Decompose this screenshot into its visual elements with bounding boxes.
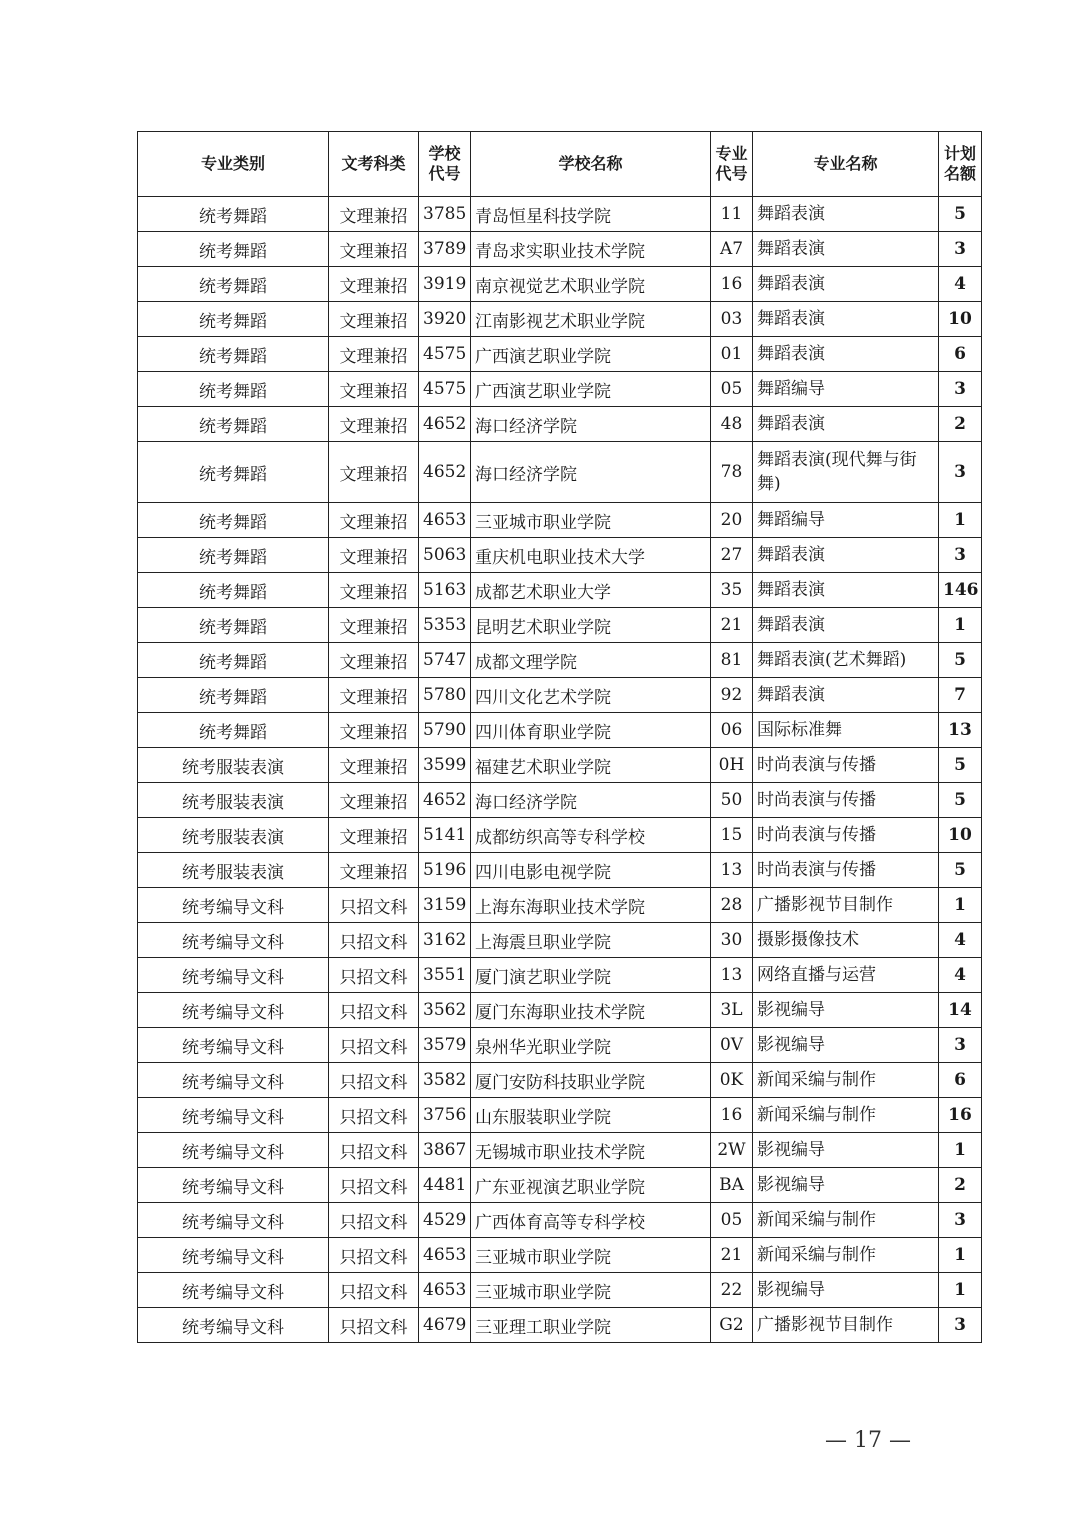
header-school-code <box>419 132 471 197</box>
cell-quota: 5 <box>939 853 982 888</box>
cell-quota: 16 <box>939 1098 982 1133</box>
cell-major-code: 05 <box>711 372 753 407</box>
cell-category: 统考舞蹈 <box>138 372 329 407</box>
cell-quota: 5 <box>939 197 982 232</box>
cell-subject: 只招文科 <box>329 1098 419 1133</box>
cell-major-code: 0V <box>711 1028 753 1063</box>
cell-major-code: 0H <box>711 748 753 783</box>
cell-major-name: 时尚表演与传播 <box>753 748 939 783</box>
cell-major-name: 舞蹈表演 <box>753 608 939 643</box>
header-school-code-line1: 学校 <box>428 144 461 163</box>
cell-quota: 3 <box>939 232 982 267</box>
cell-major-code: 20 <box>711 503 753 538</box>
cell-school-code: 5780 <box>419 678 471 713</box>
cell-quota: 10 <box>939 818 982 853</box>
cell-quota: 4 <box>939 958 982 993</box>
cell-category: 统考舞蹈 <box>138 302 329 337</box>
cell-category: 统考编导文科 <box>138 1203 329 1238</box>
cell-major-name: 广播影视节目制作 <box>753 888 939 923</box>
cell-subject: 只招文科 <box>329 888 419 923</box>
cell-quota: 3 <box>939 1028 982 1063</box>
cell-major-name: 时尚表演与传播 <box>753 853 939 888</box>
cell-school-code: 4679 <box>419 1308 471 1343</box>
cell-major-code: 21 <box>711 1238 753 1273</box>
table-row <box>138 958 982 993</box>
cell-school-name: 江南影视艺术职业学院 <box>471 302 711 337</box>
cell-quota: 1 <box>939 1133 982 1168</box>
cell-category: 统考服装表演 <box>138 748 329 783</box>
cell-category: 统考编导文科 <box>138 958 329 993</box>
table-row <box>138 678 982 713</box>
cell-major-name: 新闻采编与制作 <box>753 1063 939 1098</box>
cell-subject: 文理兼招 <box>329 407 419 442</box>
cell-major-name: 舞蹈表演 <box>753 232 939 267</box>
cell-category: 统考舞蹈 <box>138 442 329 503</box>
header-quota <box>939 132 982 197</box>
table-row <box>138 442 982 503</box>
cell-school-name: 广西演艺职业学院 <box>471 372 711 407</box>
table-row <box>138 818 982 853</box>
cell-subject: 文理兼招 <box>329 748 419 783</box>
cell-major-name: 影视编导 <box>753 993 939 1028</box>
cell-major-code: A7 <box>711 232 753 267</box>
table-row <box>138 372 982 407</box>
cell-major-name: 时尚表演与传播 <box>753 818 939 853</box>
cell-subject: 只招文科 <box>329 1203 419 1238</box>
cell-category: 统考编导文科 <box>138 1308 329 1343</box>
cell-category: 统考舞蹈 <box>138 232 329 267</box>
cell-major-name: 舞蹈表演 <box>753 678 939 713</box>
cell-subject: 文理兼招 <box>329 783 419 818</box>
cell-school-name: 厦门安防科技职业学院 <box>471 1063 711 1098</box>
cell-category: 统考舞蹈 <box>138 337 329 372</box>
table-body <box>138 197 982 1343</box>
cell-subject: 文理兼招 <box>329 267 419 302</box>
cell-school-name: 广西演艺职业学院 <box>471 337 711 372</box>
cell-school-code: 3867 <box>419 1133 471 1168</box>
cell-school-code: 5747 <box>419 643 471 678</box>
cell-major-code: 11 <box>711 197 753 232</box>
cell-school-name: 四川电影电视学院 <box>471 853 711 888</box>
cell-major-name: 影视编导 <box>753 1133 939 1168</box>
page-number: — 17 — <box>825 1428 911 1453</box>
cell-category: 统考编导文科 <box>138 1028 329 1063</box>
cell-category: 统考服装表演 <box>138 818 329 853</box>
header-subject: 文考科类 <box>329 132 419 197</box>
cell-subject: 只招文科 <box>329 1273 419 1308</box>
cell-school-name: 重庆机电职业技术大学 <box>471 538 711 573</box>
cell-major-code: 21 <box>711 608 753 643</box>
cell-subject: 文理兼招 <box>329 573 419 608</box>
cell-major-code: 28 <box>711 888 753 923</box>
cell-school-code: 4653 <box>419 1238 471 1273</box>
header-school-code-line2: 代号 <box>428 164 461 183</box>
cell-major-code: 0K <box>711 1063 753 1098</box>
cell-school-name: 海口经济学院 <box>471 783 711 818</box>
cell-category: 统考舞蹈 <box>138 608 329 643</box>
cell-category: 统考舞蹈 <box>138 197 329 232</box>
cell-subject: 文理兼招 <box>329 853 419 888</box>
header-quota-line1: 计划 <box>943 144 976 163</box>
cell-quota: 7 <box>939 678 982 713</box>
cell-major-code: 30 <box>711 923 753 958</box>
cell-major-name: 广播影视节目制作 <box>753 1308 939 1343</box>
table-row <box>138 1098 982 1133</box>
cell-school-code: 4575 <box>419 372 471 407</box>
table-row <box>138 1238 982 1273</box>
cell-major-code: 16 <box>711 1098 753 1133</box>
table-row <box>138 783 982 818</box>
cell-subject: 文理兼招 <box>329 678 419 713</box>
table-row <box>138 302 982 337</box>
cell-quota: 3 <box>939 1308 982 1343</box>
table-row <box>138 643 982 678</box>
cell-school-code: 5063 <box>419 538 471 573</box>
cell-major-name: 时尚表演与传播 <box>753 783 939 818</box>
cell-quota: 4 <box>939 923 982 958</box>
cell-quota: 1 <box>939 503 982 538</box>
cell-major-name: 国际标准舞 <box>753 713 939 748</box>
header-major-code-line1: 专业 <box>715 144 748 163</box>
cell-major-code: 48 <box>711 407 753 442</box>
table-header <box>138 132 982 197</box>
cell-major-name: 影视编导 <box>753 1168 939 1203</box>
cell-school-code: 3582 <box>419 1063 471 1098</box>
cell-subject: 只招文科 <box>329 958 419 993</box>
cell-school-code: 5790 <box>419 713 471 748</box>
enrollment-plan-table <box>137 131 982 1343</box>
cell-category: 统考舞蹈 <box>138 407 329 442</box>
cell-major-code: 01 <box>711 337 753 372</box>
cell-school-name: 无锡城市职业技术学院 <box>471 1133 711 1168</box>
cell-category: 统考编导文科 <box>138 888 329 923</box>
cell-major-code: 13 <box>711 958 753 993</box>
cell-school-code: 5163 <box>419 573 471 608</box>
cell-major-code: 03 <box>711 302 753 337</box>
table-row <box>138 608 982 643</box>
cell-major-name: 影视编导 <box>753 1028 939 1063</box>
cell-subject: 文理兼招 <box>329 538 419 573</box>
cell-school-name: 泉州华光职业学院 <box>471 1028 711 1063</box>
cell-category: 统考编导文科 <box>138 1238 329 1273</box>
cell-subject: 文理兼招 <box>329 337 419 372</box>
cell-school-name: 上海东海职业技术学院 <box>471 888 711 923</box>
cell-category: 统考编导文科 <box>138 993 329 1028</box>
cell-school-code: 4653 <box>419 1273 471 1308</box>
cell-school-name: 广西体育高等专科学校 <box>471 1203 711 1238</box>
cell-school-code: 3920 <box>419 302 471 337</box>
cell-quota: 3 <box>939 538 982 573</box>
cell-school-code: 4653 <box>419 503 471 538</box>
cell-subject: 只招文科 <box>329 923 419 958</box>
cell-school-code: 3162 <box>419 923 471 958</box>
table-row <box>138 853 982 888</box>
cell-category: 统考服装表演 <box>138 783 329 818</box>
cell-school-name: 上海震旦职业学院 <box>471 923 711 958</box>
cell-major-name: 舞蹈表演 <box>753 538 939 573</box>
cell-quota: 10 <box>939 302 982 337</box>
cell-subject: 文理兼招 <box>329 818 419 853</box>
cell-category: 统考舞蹈 <box>138 503 329 538</box>
cell-major-code: 3L <box>711 993 753 1028</box>
cell-category: 统考编导文科 <box>138 1098 329 1133</box>
cell-quota: 2 <box>939 1168 982 1203</box>
cell-school-code: 3919 <box>419 267 471 302</box>
header-row <box>138 132 982 197</box>
cell-school-name: 成都文理学院 <box>471 643 711 678</box>
cell-major-name: 舞蹈表演(艺术舞蹈) <box>753 643 939 678</box>
cell-quota: 4 <box>939 267 982 302</box>
cell-major-code: 27 <box>711 538 753 573</box>
cell-category: 统考编导文科 <box>138 1133 329 1168</box>
cell-subject: 只招文科 <box>329 1028 419 1063</box>
cell-major-code: G2 <box>711 1308 753 1343</box>
cell-category: 统考编导文科 <box>138 1168 329 1203</box>
cell-school-code: 4652 <box>419 442 471 503</box>
cell-school-code: 3159 <box>419 888 471 923</box>
cell-school-name: 成都艺术职业大学 <box>471 573 711 608</box>
table-row <box>138 993 982 1028</box>
cell-school-name: 四川体育职业学院 <box>471 713 711 748</box>
cell-subject: 文理兼招 <box>329 643 419 678</box>
table-row <box>138 197 982 232</box>
cell-category: 统考舞蹈 <box>138 573 329 608</box>
cell-quota: 3 <box>939 442 982 503</box>
cell-school-code: 3562 <box>419 993 471 1028</box>
cell-category: 统考编导文科 <box>138 1063 329 1098</box>
cell-category: 统考舞蹈 <box>138 713 329 748</box>
cell-school-name: 海口经济学院 <box>471 442 711 503</box>
cell-school-name: 南京视觉艺术职业学院 <box>471 267 711 302</box>
cell-major-code: 35 <box>711 573 753 608</box>
cell-school-code: 5141 <box>419 818 471 853</box>
cell-school-code: 5353 <box>419 608 471 643</box>
table-row <box>138 267 982 302</box>
cell-school-name: 厦门演艺职业学院 <box>471 958 711 993</box>
cell-major-code: 15 <box>711 818 753 853</box>
table-row <box>138 713 982 748</box>
cell-school-name: 福建艺术职业学院 <box>471 748 711 783</box>
cell-major-name: 舞蹈编导 <box>753 503 939 538</box>
cell-school-name: 成都纺织高等专科学校 <box>471 818 711 853</box>
table-row <box>138 573 982 608</box>
cell-school-name: 海口经济学院 <box>471 407 711 442</box>
cell-major-code: 13 <box>711 853 753 888</box>
cell-major-name: 新闻采编与制作 <box>753 1238 939 1273</box>
cell-school-name: 三亚城市职业学院 <box>471 1238 711 1273</box>
cell-major-name: 摄影摄像技术 <box>753 923 939 958</box>
cell-quota: 146 <box>939 573 982 608</box>
cell-major-code: 16 <box>711 267 753 302</box>
cell-major-code: BA <box>711 1168 753 1203</box>
header-major-code <box>711 132 753 197</box>
cell-major-name: 舞蹈表演 <box>753 197 939 232</box>
table-row <box>138 923 982 958</box>
cell-subject: 只招文科 <box>329 1133 419 1168</box>
cell-subject: 只招文科 <box>329 1308 419 1343</box>
cell-major-name: 舞蹈表演 <box>753 337 939 372</box>
table-row <box>138 232 982 267</box>
cell-subject: 文理兼招 <box>329 503 419 538</box>
table-row <box>138 407 982 442</box>
cell-major-code: 78 <box>711 442 753 503</box>
table-row <box>138 1168 982 1203</box>
cell-subject: 文理兼招 <box>329 713 419 748</box>
cell-school-code: 4481 <box>419 1168 471 1203</box>
cell-category: 统考舞蹈 <box>138 678 329 713</box>
cell-category: 统考服装表演 <box>138 853 329 888</box>
cell-subject: 只招文科 <box>329 1063 419 1098</box>
header-quota-line2: 名额 <box>943 164 976 183</box>
cell-quota: 5 <box>939 748 982 783</box>
cell-major-name: 新闻采编与制作 <box>753 1203 939 1238</box>
cell-school-name: 三亚理工职业学院 <box>471 1308 711 1343</box>
cell-school-name: 三亚城市职业学院 <box>471 503 711 538</box>
table-row <box>138 538 982 573</box>
table-row <box>138 748 982 783</box>
table-row <box>138 1133 982 1168</box>
cell-category: 统考编导文科 <box>138 923 329 958</box>
cell-subject: 文理兼招 <box>329 302 419 337</box>
cell-major-code: 05 <box>711 1203 753 1238</box>
cell-quota: 1 <box>939 1273 982 1308</box>
cell-quota: 1 <box>939 608 982 643</box>
cell-subject: 文理兼招 <box>329 372 419 407</box>
cell-major-name: 舞蹈表演 <box>753 267 939 302</box>
cell-quota: 5 <box>939 643 982 678</box>
cell-subject: 文理兼招 <box>329 197 419 232</box>
cell-school-code: 3785 <box>419 197 471 232</box>
table-row <box>138 1028 982 1063</box>
cell-school-name: 青岛恒星科技学院 <box>471 197 711 232</box>
table-row <box>138 1063 982 1098</box>
header-major-code-line2: 代号 <box>715 164 748 183</box>
cell-school-name: 三亚城市职业学院 <box>471 1273 711 1308</box>
cell-school-code: 5196 <box>419 853 471 888</box>
cell-major-name: 舞蹈表演 <box>753 573 939 608</box>
cell-major-code: 06 <box>711 713 753 748</box>
header-category: 专业类别 <box>138 132 329 197</box>
cell-major-name: 舞蹈编导 <box>753 372 939 407</box>
cell-quota: 3 <box>939 372 982 407</box>
cell-quota: 14 <box>939 993 982 1028</box>
cell-school-code: 3789 <box>419 232 471 267</box>
cell-school-code: 4652 <box>419 783 471 818</box>
cell-quota: 2 <box>939 407 982 442</box>
table-row <box>138 503 982 538</box>
table-row <box>138 888 982 923</box>
cell-school-name: 山东服装职业学院 <box>471 1098 711 1133</box>
cell-quota: 6 <box>939 337 982 372</box>
cell-quota: 1 <box>939 888 982 923</box>
cell-major-name: 新闻采编与制作 <box>753 1098 939 1133</box>
cell-quota: 5 <box>939 783 982 818</box>
cell-major-code: 81 <box>711 643 753 678</box>
header-school-name: 学校名称 <box>471 132 711 197</box>
cell-quota: 6 <box>939 1063 982 1098</box>
cell-subject: 只招文科 <box>329 1168 419 1203</box>
cell-subject: 文理兼招 <box>329 442 419 503</box>
cell-school-code: 3551 <box>419 958 471 993</box>
cell-category: 统考舞蹈 <box>138 643 329 678</box>
cell-school-name: 昆明艺术职业学院 <box>471 608 711 643</box>
cell-subject: 只招文科 <box>329 1238 419 1273</box>
cell-school-code: 4575 <box>419 337 471 372</box>
cell-school-name: 四川文化艺术学院 <box>471 678 711 713</box>
cell-subject: 只招文科 <box>329 993 419 1028</box>
cell-major-name: 舞蹈表演(现代舞与街舞) <box>753 442 939 503</box>
table-row <box>138 1273 982 1308</box>
cell-school-code: 3579 <box>419 1028 471 1063</box>
cell-quota: 1 <box>939 1238 982 1273</box>
cell-major-code: 92 <box>711 678 753 713</box>
cell-subject: 文理兼招 <box>329 608 419 643</box>
table-row <box>138 1308 982 1343</box>
cell-school-code: 4652 <box>419 407 471 442</box>
cell-category: 统考舞蹈 <box>138 267 329 302</box>
header-major-name: 专业名称 <box>753 132 939 197</box>
cell-major-code: 2W <box>711 1133 753 1168</box>
cell-school-name: 厦门东海职业技术学院 <box>471 993 711 1028</box>
cell-major-name: 舞蹈表演 <box>753 302 939 337</box>
cell-school-code: 4529 <box>419 1203 471 1238</box>
cell-major-code: 22 <box>711 1273 753 1308</box>
cell-school-name: 青岛求实职业技术学院 <box>471 232 711 267</box>
cell-category: 统考舞蹈 <box>138 538 329 573</box>
cell-major-name: 舞蹈表演 <box>753 407 939 442</box>
cell-subject: 文理兼招 <box>329 232 419 267</box>
cell-school-name: 广东亚视演艺职业学院 <box>471 1168 711 1203</box>
cell-category: 统考编导文科 <box>138 1273 329 1308</box>
cell-major-name: 网络直播与运营 <box>753 958 939 993</box>
cell-quota: 3 <box>939 1203 982 1238</box>
cell-major-code: 50 <box>711 783 753 818</box>
cell-school-code: 3756 <box>419 1098 471 1133</box>
cell-quota: 13 <box>939 713 982 748</box>
table-row <box>138 1203 982 1238</box>
cell-school-code: 3599 <box>419 748 471 783</box>
table-row <box>138 337 982 372</box>
cell-major-name: 影视编导 <box>753 1273 939 1308</box>
